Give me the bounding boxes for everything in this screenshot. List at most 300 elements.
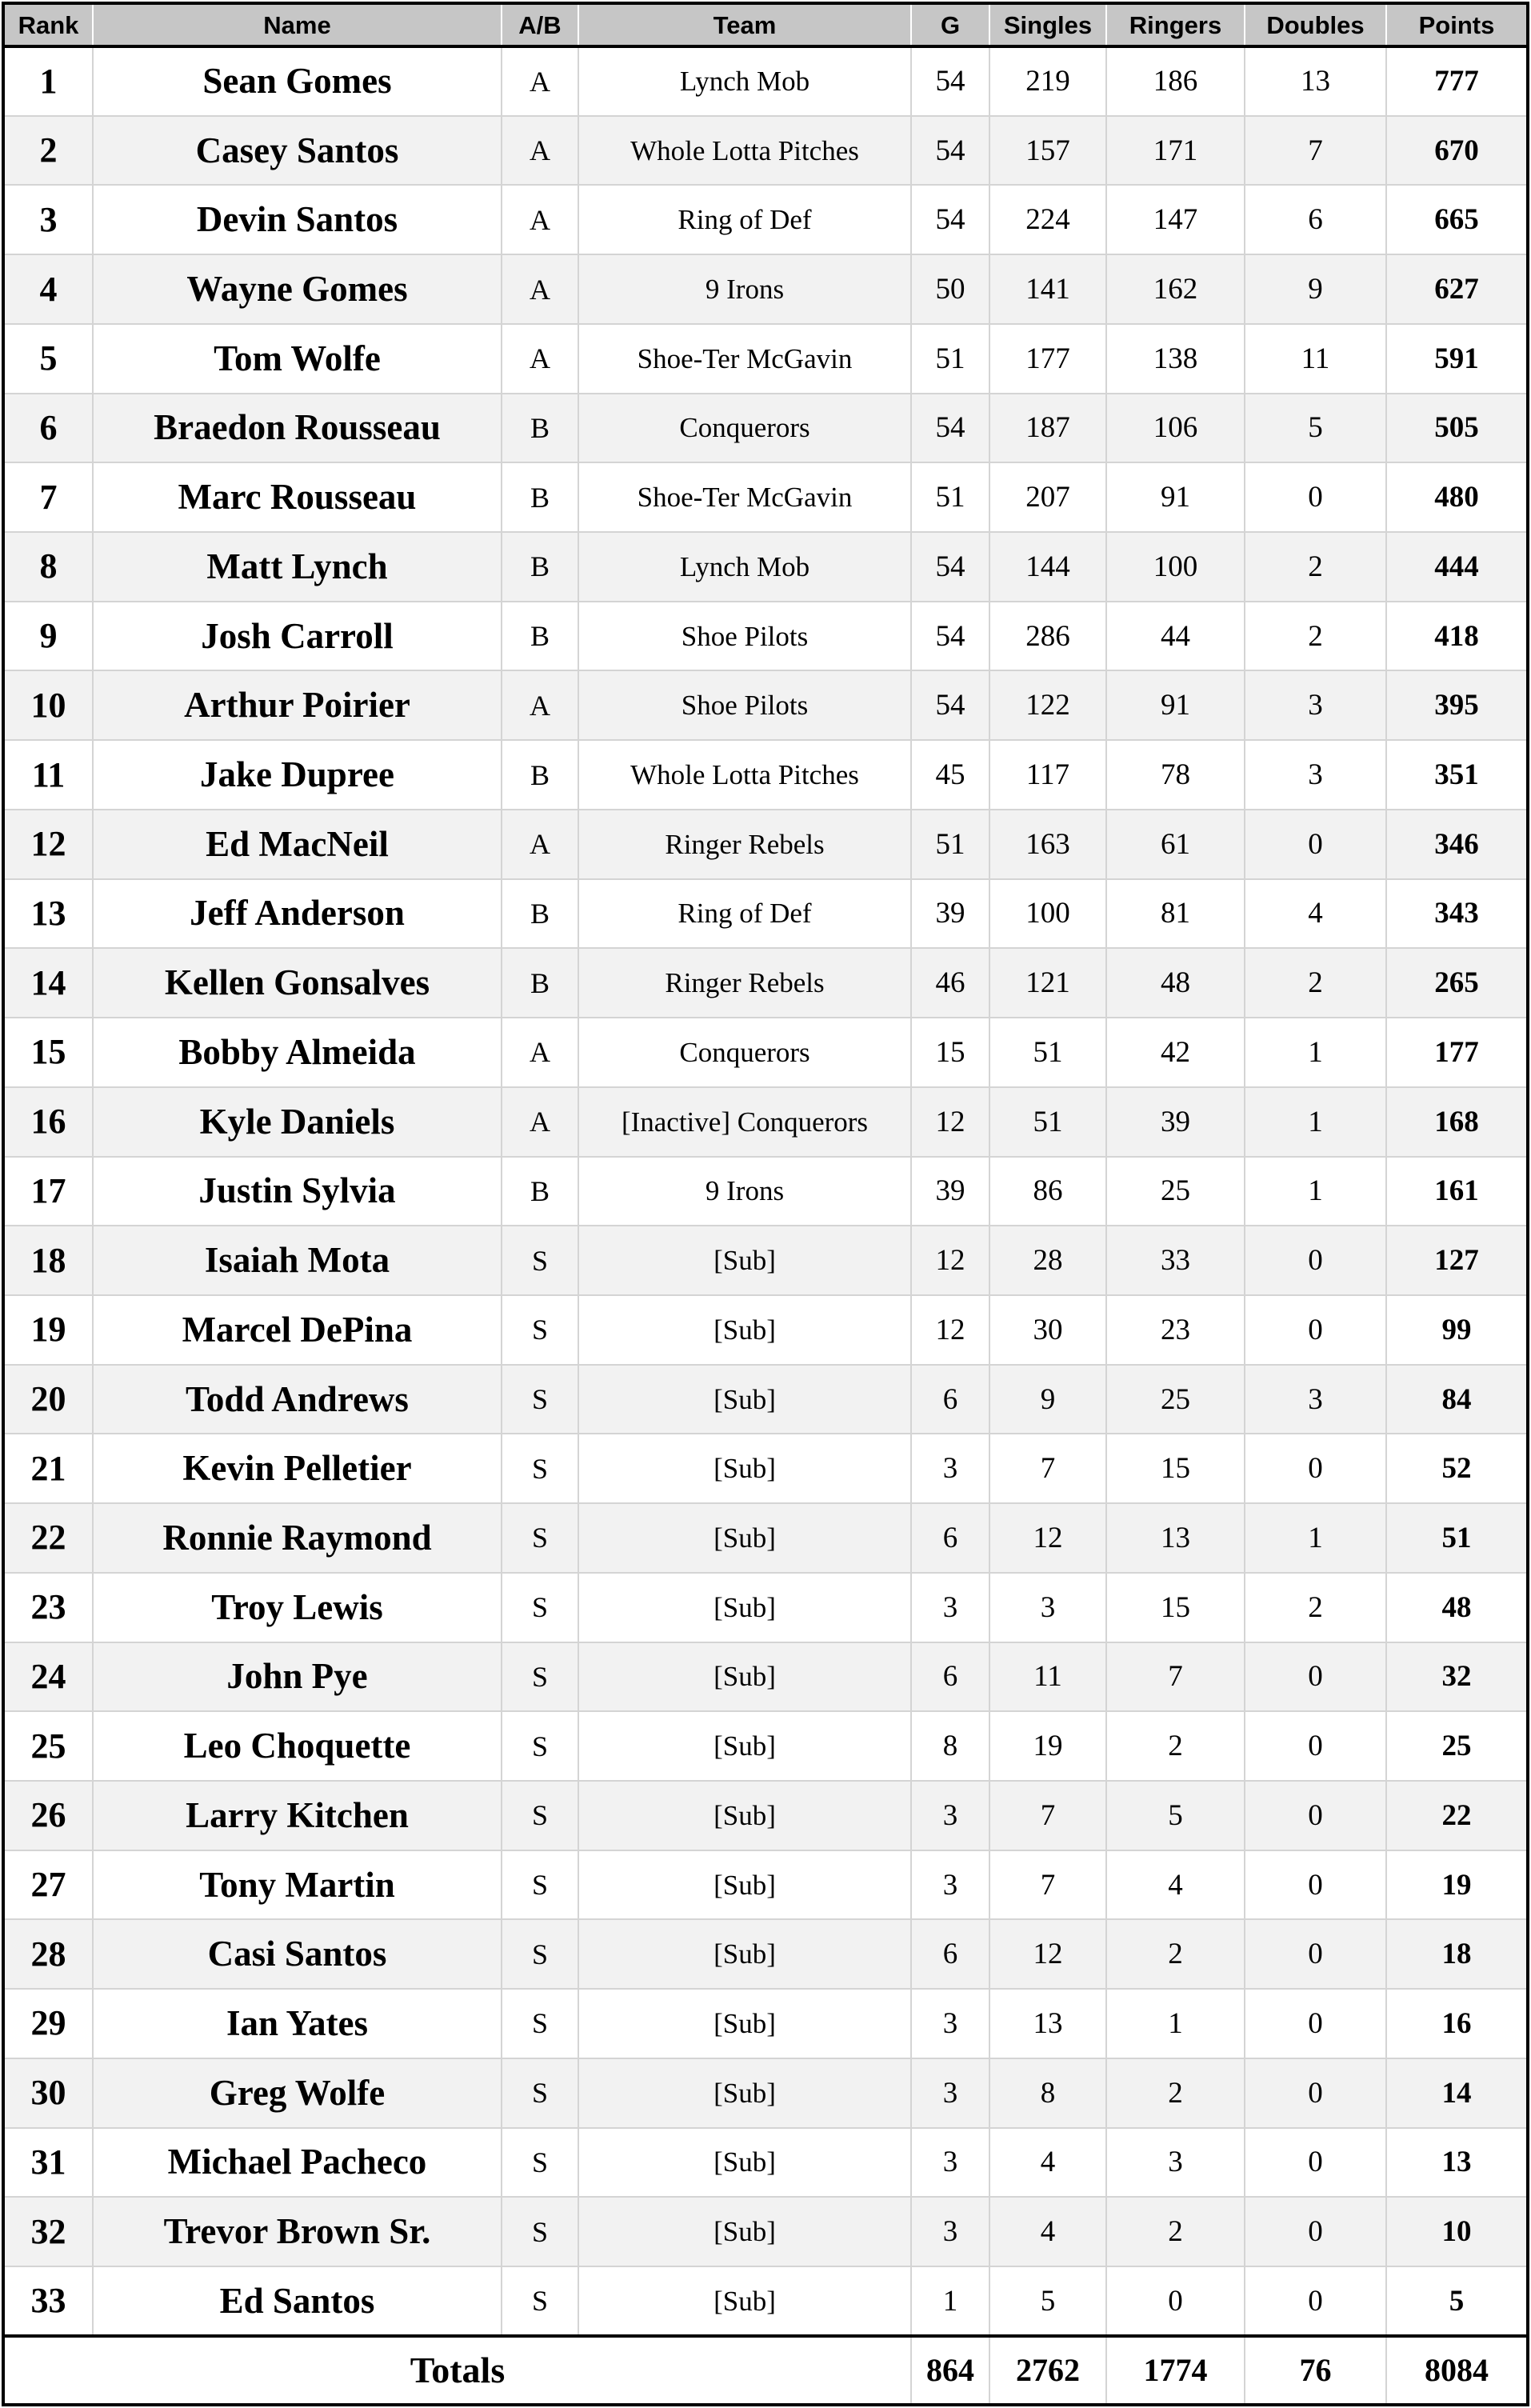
cell-singles: 157 [989, 116, 1106, 186]
cell-points: 351 [1386, 740, 1526, 810]
table-row [5, 2058, 1526, 2128]
header-row [5, 5, 1526, 46]
cell-team: Ringer Rebels [578, 948, 911, 1018]
cell-name: Larry Kitchen [93, 1781, 502, 1850]
table-row [5, 2128, 1526, 2198]
cell-ringers: 2 [1106, 1919, 1245, 1989]
cell-team: [Sub] [578, 1919, 911, 1989]
cell-rank: 12 [5, 810, 93, 879]
cell-team: [Sub] [578, 1573, 911, 1642]
cell-team: Lynch Mob [578, 532, 911, 602]
cell-rank: 24 [5, 1642, 93, 1712]
cell-ringers: 61 [1106, 810, 1245, 879]
cell-doubles: 0 [1245, 462, 1386, 532]
cell-ringers: 42 [1106, 1018, 1245, 1087]
cell-rank: 1 [39, 61, 58, 101]
table-row [5, 46, 1526, 116]
cell-points: 5 [1386, 2266, 1526, 2336]
cell-ringers: 48 [1106, 948, 1245, 1018]
cell-doubles: 0 [1245, 1642, 1386, 1712]
cell-singles: 30 [989, 1295, 1106, 1365]
cell-rank: 5 [5, 324, 93, 394]
header-cell-points: Points [1386, 5, 1526, 46]
cell-ab: S [502, 1295, 578, 1365]
standings-table [5, 5, 1526, 2403]
cell-doubles: 4 [1245, 879, 1386, 949]
cell-ringers: 5 [1106, 1781, 1245, 1850]
cell-ab: A [502, 670, 578, 740]
cell-doubles: 0 [1245, 2266, 1386, 2336]
cell-doubles: 2 [1245, 602, 1386, 671]
cell-ringers: 1 [1106, 1989, 1245, 2058]
cell-ab: S [502, 2128, 578, 2198]
cell-singles: 51 [989, 1087, 1106, 1157]
cell-name: Casey Santos [93, 116, 502, 186]
header-cell-team: Team [578, 5, 911, 46]
cell-g: 50 [911, 254, 989, 324]
cell-singles: 122 [989, 670, 1106, 740]
cell-team: [Sub] [578, 1711, 911, 1781]
cell-team: Conquerors [578, 1018, 911, 1087]
cell-g: 6 [911, 1919, 989, 1989]
cell-points: 444 [1386, 532, 1526, 602]
cell-ab: A [502, 254, 578, 324]
table-row [5, 1919, 1526, 1989]
cell-rank: 31 [5, 2128, 93, 2198]
cell-team: [Sub] [578, 2197, 911, 2266]
cell-name: Todd Andrews [93, 1365, 502, 1434]
cell-name: Greg Wolfe [93, 2058, 502, 2128]
table-row [5, 1226, 1526, 1295]
table-row [5, 1850, 1526, 1920]
cell-ab: A [502, 1018, 578, 1087]
cell-g: 45 [911, 740, 989, 810]
cell-rank: 29 [5, 1989, 93, 2058]
cell-doubles: 0 [1245, 810, 1386, 879]
table-row [5, 1295, 1526, 1365]
cell-rank: 6 [5, 394, 93, 463]
cell-name: Trevor Brown Sr. [93, 2197, 502, 2266]
cell-g: 51 [911, 810, 989, 879]
cell-name: Tony Martin [93, 1850, 502, 1920]
cell-name: Kevin Pelletier [93, 1434, 502, 1503]
cell-ringers: 3 [1106, 2128, 1245, 2198]
cell-ringers: 33 [1106, 1226, 1245, 1295]
cell-ringers: 15 [1106, 1573, 1245, 1642]
cell-name: Matt Lynch [93, 532, 502, 602]
cell-ab: S [502, 1365, 578, 1434]
cell-rank: 8 [5, 532, 93, 602]
table-header [5, 5, 1526, 46]
cell-ringers: 186 [1106, 46, 1245, 116]
cell-name: John Pye [93, 1642, 502, 1712]
cell-ringers: 13 [1106, 1503, 1245, 1573]
cell-rank: 2 [5, 116, 93, 186]
cell-points: 10 [1386, 2197, 1526, 2266]
cell-name: Ian Yates [93, 1989, 502, 2058]
cell-ringers: 25 [1106, 1365, 1245, 1434]
cell-name: Josh Carroll [93, 602, 502, 671]
cell-rank: 21 [5, 1434, 93, 1503]
cell-g: 54 [911, 602, 989, 671]
cell-g: 12 [911, 1087, 989, 1157]
cell-name: Bobby Almeida [93, 1018, 502, 1087]
cell-singles: 51 [989, 1018, 1106, 1087]
cell-g: 54 [911, 185, 989, 254]
cell-team: Ring of Def [578, 185, 911, 254]
table-row [5, 116, 1526, 186]
cell-ringers: 171 [1106, 116, 1245, 186]
cell-singles: 8 [989, 2058, 1106, 2128]
cell-doubles: 0 [1245, 1919, 1386, 1989]
cell-ab: B [502, 740, 578, 810]
cell-team: [Sub] [578, 2266, 911, 2336]
cell-points: 25 [1386, 1711, 1526, 1781]
header-cell-g: G [911, 5, 989, 46]
cell-singles: 11 [989, 1642, 1106, 1712]
cell-singles: 100 [989, 879, 1106, 949]
cell-doubles: 0 [1245, 1295, 1386, 1365]
cell-doubles: 0 [1245, 1781, 1386, 1850]
cell-ab: B [502, 948, 578, 1018]
totals-label: Totals [5, 2336, 911, 2403]
cell-points: 177 [1386, 1018, 1526, 1087]
cell-ringers: 78 [1106, 740, 1245, 810]
cell-team: [Sub] [578, 2128, 911, 2198]
table-row [5, 1365, 1526, 1434]
table-row [5, 810, 1526, 879]
cell-rank: 17 [5, 1157, 93, 1226]
cell-ringers: 91 [1106, 462, 1245, 532]
cell-ringers: 25 [1106, 1157, 1245, 1226]
cell-name: Ed MacNeil [93, 810, 502, 879]
cell-g: 54 [911, 116, 989, 186]
cell-points: 52 [1386, 1434, 1526, 1503]
cell-rank: 22 [5, 1503, 93, 1573]
cell-name: Ronnie Raymond [93, 1503, 502, 1573]
cell-points: 480 [1386, 462, 1526, 532]
cell-rank: 27 [5, 1850, 93, 1920]
cell-singles: 141 [989, 254, 1106, 324]
cell-rank: 7 [5, 462, 93, 532]
cell-doubles: 0 [1245, 1711, 1386, 1781]
cell-g: 3 [911, 1434, 989, 1503]
cell-points: 14 [1386, 2058, 1526, 2128]
cell-g: 3 [911, 1850, 989, 1920]
table-row [5, 324, 1526, 394]
cell-rank: 33 [5, 2266, 93, 2336]
table-row [5, 1573, 1526, 1642]
cell-team: [Sub] [578, 1295, 911, 1365]
cell-ringers: 100 [1106, 532, 1245, 602]
cell-rank: 14 [5, 948, 93, 1018]
table-row [5, 532, 1526, 602]
cell-singles: 117 [989, 740, 1106, 810]
table-row [5, 1642, 1526, 1712]
cell-doubles: 2 [1245, 1573, 1386, 1642]
cell-singles: 163 [989, 810, 1106, 879]
cell-singles: 7 [989, 1850, 1106, 1920]
cell-team: [Sub] [578, 1503, 911, 1573]
table-row [5, 879, 1526, 949]
cell-doubles: 3 [1245, 670, 1386, 740]
cell-doubles: 9 [1245, 254, 1386, 324]
cell-ab: S [502, 1919, 578, 1989]
cell-doubles: 0 [1245, 1850, 1386, 1920]
cell-team: 9 Irons [578, 254, 911, 324]
cell-ringers: 23 [1106, 1295, 1245, 1365]
cell-team: Shoe-Ter McGavin [578, 462, 911, 532]
cell-ab: S [502, 1226, 578, 1295]
cell-ringers: 44 [1106, 602, 1245, 671]
cell-team: Whole Lotta Pitches [578, 116, 911, 186]
cell-g: 3 [911, 2058, 989, 2128]
cell-ringers: 2 [1106, 2058, 1245, 2128]
cell-singles: 19 [989, 1711, 1106, 1781]
cell-g: 54 [911, 394, 989, 463]
cell-points: 19 [1386, 1850, 1526, 1920]
cell-points: 777 [1386, 46, 1526, 116]
cell-team: [Sub] [578, 1781, 911, 1850]
standings-body [5, 46, 1526, 2336]
cell-points: 32 [1386, 1642, 1526, 1712]
cell-doubles: 1 [1245, 1087, 1386, 1157]
cell-ab: A [502, 324, 578, 394]
cell-ab: S [502, 2266, 578, 2336]
cell-name: Leo Choquette [93, 1711, 502, 1781]
cell-ab: S [502, 1989, 578, 2058]
cell-name: Devin Santos [93, 185, 502, 254]
cell-doubles: 11 [1245, 324, 1386, 394]
cell-doubles: 0 [1245, 1434, 1386, 1503]
cell-doubles: 1 [1245, 1503, 1386, 1573]
cell-points: 84 [1386, 1365, 1526, 1434]
cell-singles: 12 [989, 1503, 1106, 1573]
cell-doubles: 5 [1245, 394, 1386, 463]
table-row [5, 1434, 1526, 1503]
cell-points: 670 [1386, 116, 1526, 186]
cell-points: 265 [1386, 948, 1526, 1018]
cell-singles: 28 [989, 1226, 1106, 1295]
cell-singles: 177 [989, 324, 1106, 394]
cell-team: 9 Irons [578, 1157, 911, 1226]
cell-ringers: 2 [1106, 1711, 1245, 1781]
cell-rank: 3 [5, 185, 93, 254]
cell-g: 12 [911, 1226, 989, 1295]
cell-rank: 25 [5, 1711, 93, 1781]
cell-ringers: 15 [1106, 1434, 1245, 1503]
table-row [5, 1503, 1526, 1573]
cell-g: 8 [911, 1711, 989, 1781]
table-row [5, 1989, 1526, 2058]
cell-name: Tom Wolfe [93, 324, 502, 394]
cell-ringers: 106 [1106, 394, 1245, 463]
cell-ringers: 91 [1106, 670, 1245, 740]
cell-g: 54 [911, 46, 989, 116]
cell-ab: B [502, 532, 578, 602]
cell-points: 127 [1386, 1226, 1526, 1295]
cell-rank: 11 [5, 740, 93, 810]
table-row [5, 602, 1526, 671]
cell-name: Marcel DePina [93, 1295, 502, 1365]
cell-doubles: 3 [1245, 1365, 1386, 1434]
cell-name: Isaiah Mota [93, 1226, 502, 1295]
header-cell-doubles: Doubles [1245, 5, 1386, 46]
cell-team: Ringer Rebels [578, 810, 911, 879]
cell-team: [Sub] [578, 2058, 911, 2128]
header-cell-name: Name [93, 5, 502, 46]
cell-team: [Inactive] Conquerors [578, 1087, 911, 1157]
cell-g: 12 [911, 1295, 989, 1365]
cell-points: 22 [1386, 1781, 1526, 1850]
cell-team: Ring of Def [578, 879, 911, 949]
cell-rank: 4 [5, 254, 93, 324]
cell-points: 168 [1386, 1087, 1526, 1157]
cell-ab: S [502, 1711, 578, 1781]
cell-g: 39 [911, 1157, 989, 1226]
cell-name: Sean Gomes [93, 46, 502, 116]
cell-singles: 7 [989, 1781, 1106, 1850]
cell-name: Wayne Gomes [93, 254, 502, 324]
cell-singles: 286 [989, 602, 1106, 671]
cell-points: 418 [1386, 602, 1526, 671]
totals-row [5, 2336, 1526, 2403]
header-cell-ab: A/B [502, 5, 578, 46]
cell-doubles: 6 [1245, 185, 1386, 254]
cell-rank: 13 [5, 879, 93, 949]
cell-ringers: 0 [1106, 2266, 1245, 2336]
cell-team: [Sub] [578, 1850, 911, 1920]
cell-rank: 16 [5, 1087, 93, 1157]
cell-team: [Sub] [578, 1226, 911, 1295]
cell-g: 6 [911, 1642, 989, 1712]
cell-g: 3 [911, 1573, 989, 1642]
cell-doubles: 0 [1245, 2058, 1386, 2128]
cell-g: 15 [911, 1018, 989, 1087]
cell-doubles: 7 [1245, 116, 1386, 186]
cell-ab: S [502, 1781, 578, 1850]
cell-rank: 9 [5, 602, 93, 671]
cell-singles: 5 [989, 2266, 1106, 2336]
cell-team: [Sub] [578, 1365, 911, 1434]
cell-team: Shoe Pilots [578, 602, 911, 671]
cell-points: 346 [1386, 810, 1526, 879]
cell-points: 48 [1386, 1573, 1526, 1642]
cell-g: 1 [911, 2266, 989, 2336]
cell-points: 665 [1386, 185, 1526, 254]
cell-doubles: 0 [1245, 1226, 1386, 1295]
cell-name: Braedon Rousseau [93, 394, 502, 463]
cell-doubles: 1 [1245, 1157, 1386, 1226]
cell-name: Kellen Gonsalves [93, 948, 502, 1018]
header-cell-ringers: Ringers [1106, 5, 1245, 46]
cell-ringers: 138 [1106, 324, 1245, 394]
cell-ringers: 4 [1106, 1850, 1245, 1920]
cell-points: 51 [1386, 1503, 1526, 1573]
cell-ab: S [502, 1850, 578, 1920]
cell-g: 3 [911, 2128, 989, 2198]
cell-ab: S [502, 1642, 578, 1712]
cell-rank: 20 [5, 1365, 93, 1434]
cell-points: 591 [1386, 324, 1526, 394]
cell-name: Kyle Daniels [93, 1087, 502, 1157]
cell-ringers: 39 [1106, 1087, 1245, 1157]
cell-points: 343 [1386, 879, 1526, 949]
cell-ab: A [502, 185, 578, 254]
cell-rank: 28 [5, 1919, 93, 1989]
cell-singles: 187 [989, 394, 1106, 463]
cell-g: 6 [911, 1365, 989, 1434]
cell-rank: 30 [5, 2058, 93, 2128]
cell-name: Jeff Anderson [93, 879, 502, 949]
cell-doubles: 13 [1245, 46, 1386, 116]
cell-ab: A [502, 116, 578, 186]
cell-name: Troy Lewis [93, 1573, 502, 1642]
cell-points: 99 [1386, 1295, 1526, 1365]
cell-ab: S [502, 1573, 578, 1642]
cell-singles: 219 [989, 46, 1106, 116]
cell-g: 51 [911, 462, 989, 532]
cell-singles: 121 [989, 948, 1106, 1018]
cell-g: 3 [911, 2197, 989, 2266]
cell-doubles: 1 [1245, 1018, 1386, 1087]
cell-ab: S [502, 1434, 578, 1503]
cell-ab: B [502, 394, 578, 463]
cell-rank: 10 [5, 670, 93, 740]
table-row [5, 1781, 1526, 1850]
cell-g: 54 [911, 532, 989, 602]
cell-ab: B [502, 462, 578, 532]
totals-doubles: 76 [1245, 2336, 1386, 2403]
cell-doubles: 0 [1245, 2197, 1386, 2266]
cell-ab: A [502, 810, 578, 879]
cell-ab: S [502, 2058, 578, 2128]
table-footer [5, 2336, 1526, 2403]
cell-singles: 144 [989, 532, 1106, 602]
cell-g: 46 [911, 948, 989, 1018]
cell-g: 51 [911, 324, 989, 394]
cell-ab: B [502, 602, 578, 671]
cell-rank: 15 [5, 1018, 93, 1087]
table-row [5, 740, 1526, 810]
cell-rank: 23 [5, 1573, 93, 1642]
totals-points: 8084 [1386, 2336, 1526, 2403]
cell-g: 3 [911, 1781, 989, 1850]
cell-ab: S [502, 2197, 578, 2266]
cell-doubles: 3 [1245, 740, 1386, 810]
cell-rank: 26 [5, 1781, 93, 1850]
cell-team: Conquerors [578, 394, 911, 463]
cell-rank: 19 [5, 1295, 93, 1365]
cell-ab: B [502, 879, 578, 949]
cell-name: Arthur Poirier [93, 670, 502, 740]
cell-rank: 18 [5, 1226, 93, 1295]
cell-name: Justin Sylvia [93, 1157, 502, 1226]
table-row [5, 948, 1526, 1018]
table-row [5, 670, 1526, 740]
cell-singles: 12 [989, 1919, 1106, 1989]
cell-singles: 4 [989, 2128, 1106, 2198]
cell-singles: 224 [989, 185, 1106, 254]
cell-ringers: 2 [1106, 2197, 1245, 2266]
table-row [5, 1018, 1526, 1087]
totals-ringers: 1774 [1106, 2336, 1245, 2403]
cell-rank: 32 [5, 2197, 93, 2266]
cell-ab: B [502, 1157, 578, 1226]
cell-doubles: 2 [1245, 948, 1386, 1018]
table-row [5, 1087, 1526, 1157]
standings-table-frame [2, 2, 1529, 2406]
